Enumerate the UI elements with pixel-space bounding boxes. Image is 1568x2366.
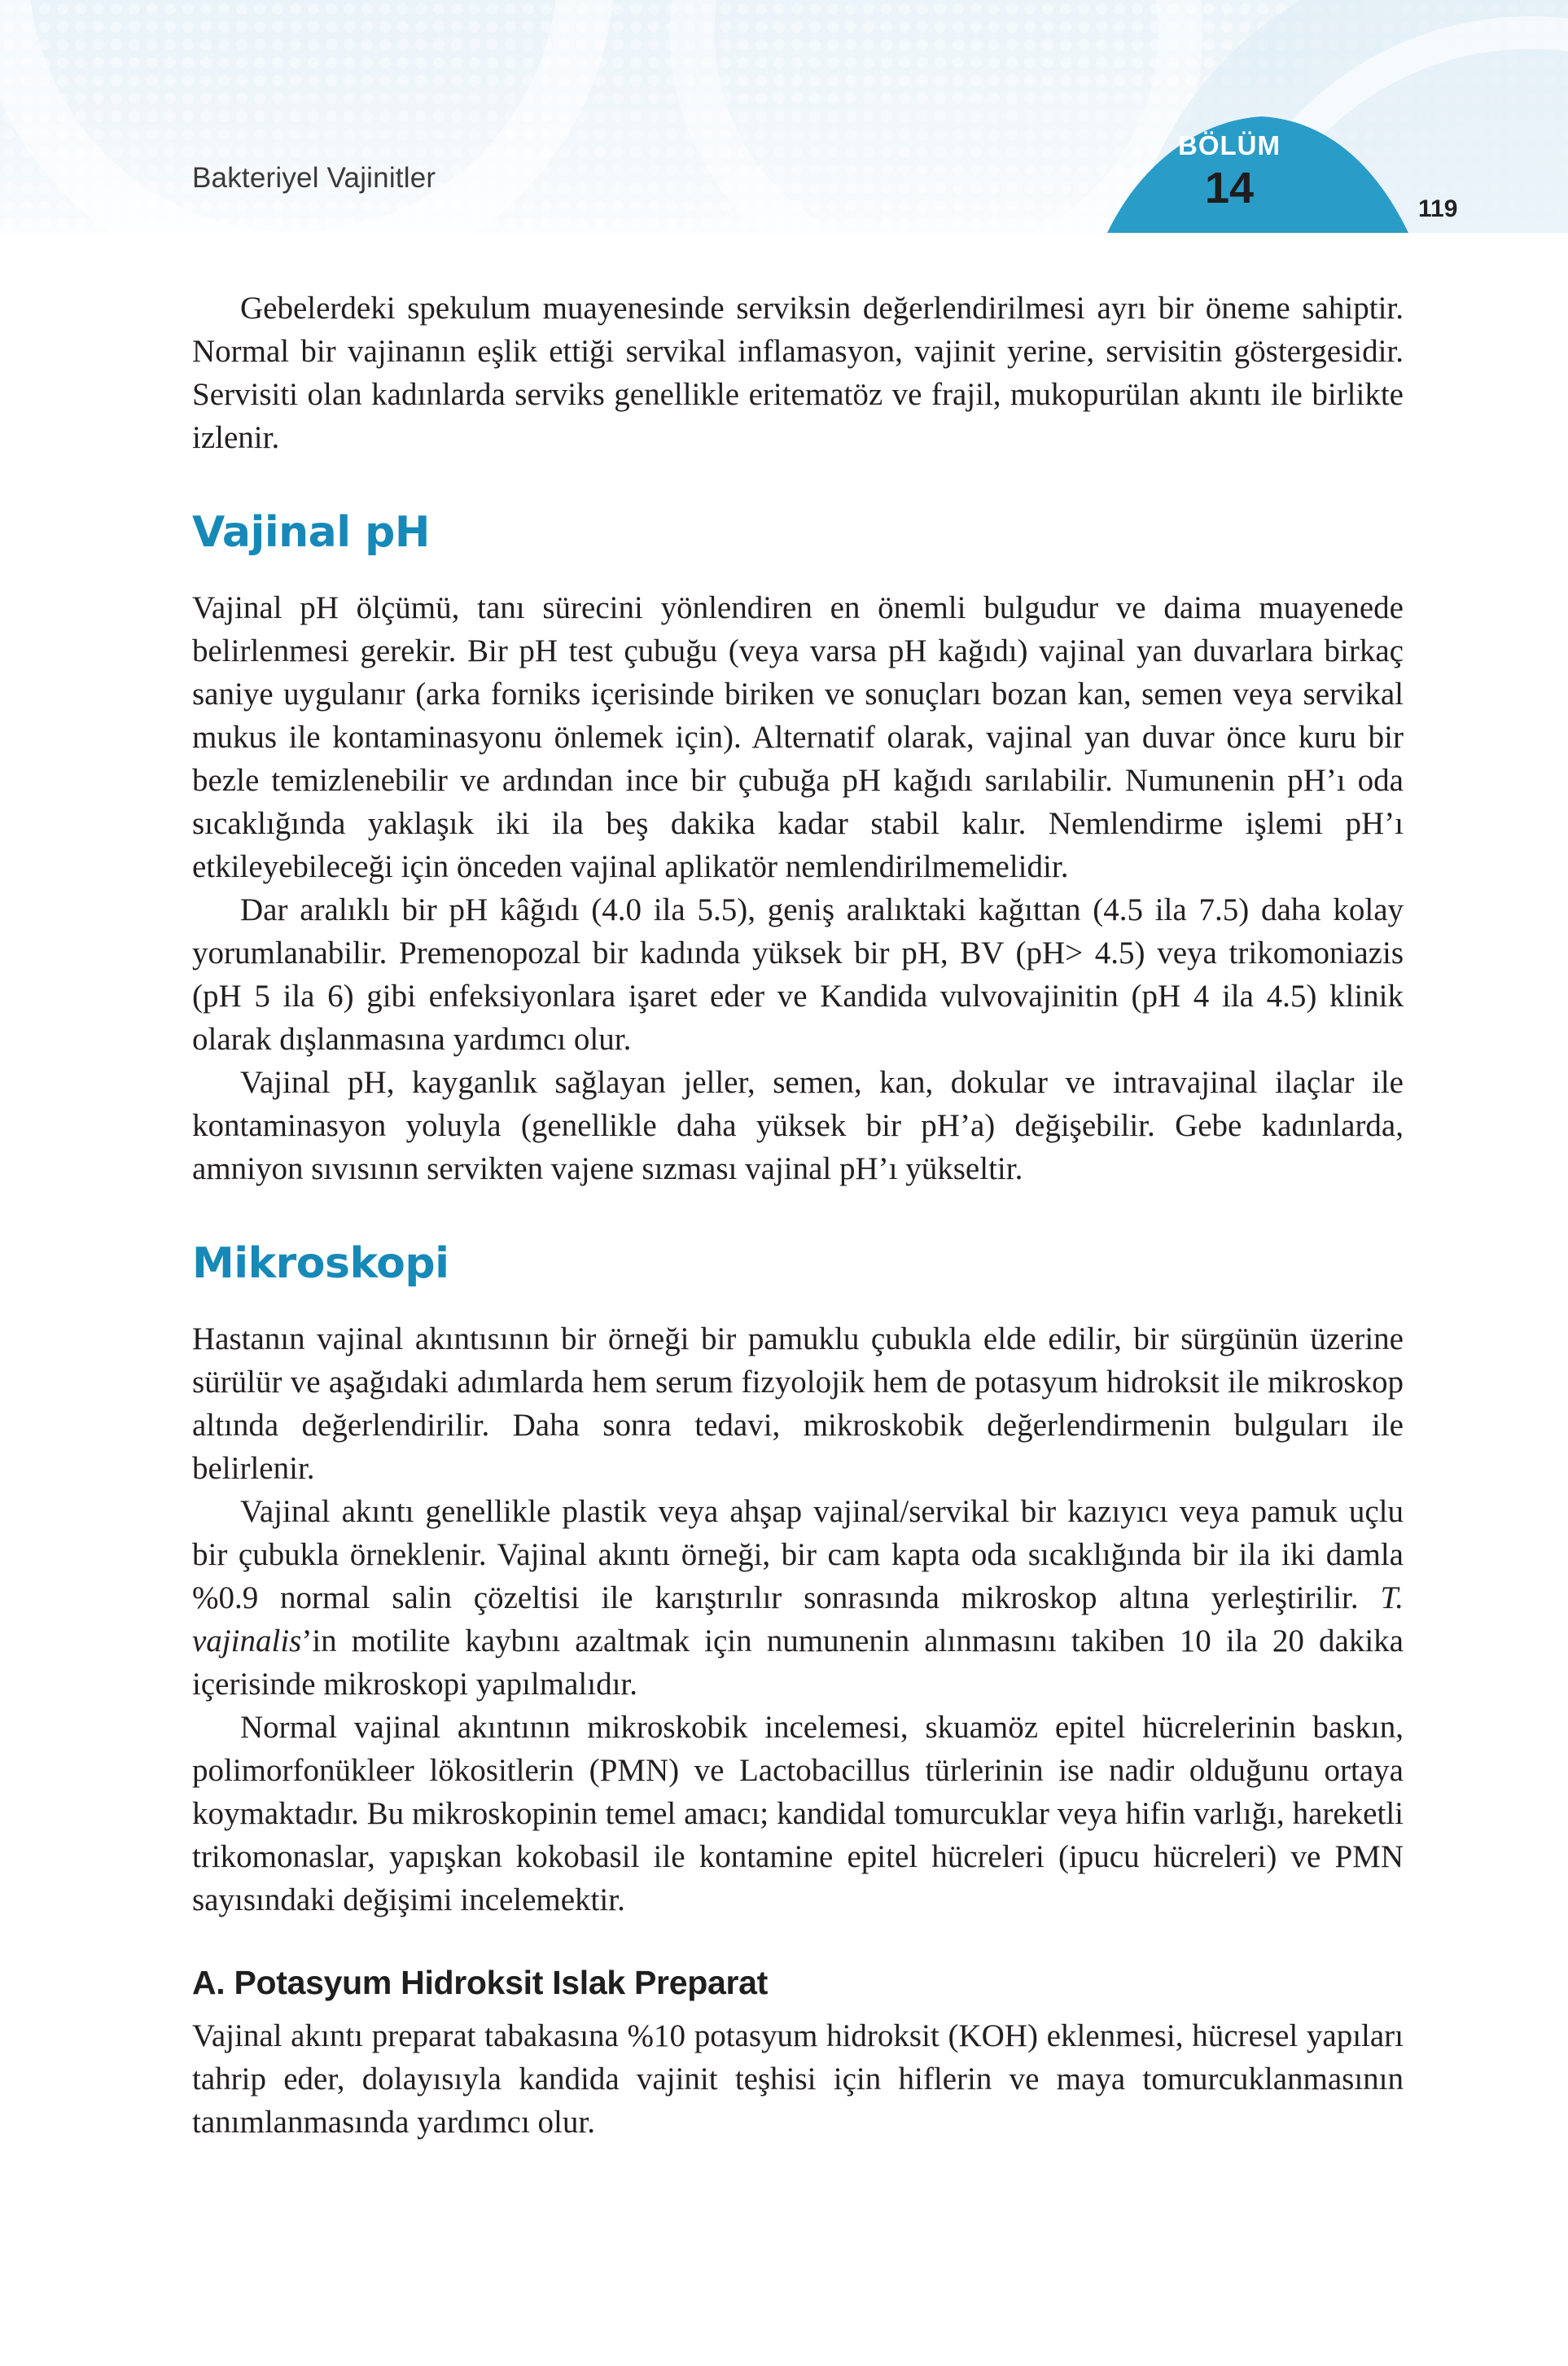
species-name: T. vajinalis xyxy=(192,1580,1404,1658)
page-number: 119 xyxy=(1418,195,1458,222)
ph-paragraph-2: Dar aralıklı bir pH kâğıdı (4.0 ila 5.5), geniş aralıktaki kağıttan (4.5 ila 7.5) daha kolay yorumlanabilir. Premenopozal bir kadında yüksek bir pH, BV (pH> 4.5) veya trikomoniazis (pH 5 ila 6) gibi enfeksiyonlara işaret eder ve Kandida vulvovajinitin (pH 4 ila 4.5) klinik olarak dışlanmasına yardımcı olur. xyxy=(192,892,1404,1057)
page-content xyxy=(192,287,1404,2144)
ph-paragraph-3: Vajinal pH, kayganlık sağlayan jeller, semen, kan, dokular ve intravajinal ilaçlar ile kontaminasyon yoluyla (genellikle daha yüksek bir pH’a) değişebilir. Gebe kadınlarda, amniyon sıvısının servikten vajene sızması vajinal pH’ı yükseltir. xyxy=(192,1065,1404,1186)
chapter-label: BÖLÜM xyxy=(1178,130,1281,160)
running-title: Bakteriyel Vajinitler xyxy=(192,162,436,194)
sample-text-before: Vajinal akıntı genellikle plastik veya ahşap vajinal/servikal bir kazıyıcı veya pamuk uçlu bir çubukla örneklenir. Vajinal akıntı örneği, bir cam kapta oda sıcaklığında bir ila iki damla %0.9 normal salin çözeltisi ile karıştırılır sonrasında mikroskop altına yerleştirilir. xyxy=(192,1494,1404,1615)
sample-text-after: ’in motilite kaybını azaltmak için numunenin alınmasını takiben 10 ila 20 dakika içerisinde mikroskopi yapılmalıdır. xyxy=(192,1623,1404,1702)
microscopy-paragraph-1: Hastanın vajinal akıntısının bir örneği bir pamuklu çubukla elde edilir, bir sürgünün üzerine sürülür ve aşağıdaki adımlarda hem serum fizyolojik hem de potasyum hidroksit ile mikroskop altında değerlendirilir. Daha sonra tedavi, mikroskobik değerlendirmenin bulguları ile belirlenir. xyxy=(192,1321,1404,1486)
koh-paragraph: Vajinal akıntı preparat tabakasına %10 potasyum hidroksit (KOH) eklenmesi, hücresel yapıları tahrip eder, dolayısıyla kandida vajinit teşhisi için hiflerin ve maya tomurcuklanmasının tanımlanmasında yardımcı olur. xyxy=(192,2018,1404,2140)
chapter-number: 14 xyxy=(1204,164,1255,213)
page-header xyxy=(0,0,1568,233)
microscopy-paragraph-3: Normal vajinal akıntının mikroskobik incelemesi, skuamöz epitel hücrelerinin baskın, polimorfonükleer lökositlerin (PMN) ve Lactobacillus türlerinin ise nadir olduğunu ortaya koymaktadır. Bu mikroskopinin temel amacı; kandidal tomurcuklar veya hifin varlığı, hareketli trikomonaslar, yapışkan kokobasil ile kontamine epitel hücreleri (ipucu hücreleri) ve PMN sayısındaki değişimi incelemektir. xyxy=(192,1710,1404,1917)
intro-paragraph: Gebelerdeki spekulum muayenesinde serviksin değerlendirilmesi ayrı bir öneme sahiptir. Normal bir vajinanın eşlik ettiği servikal inflamasyon, vajinit yerine, servisitin göstergesidir. Servisiti olan kadınlarda serviks genellikle eritematöz ve frajil, mukopurülan akıntı ile birlikte izlenir. xyxy=(192,291,1404,455)
subsection-heading-koh: A. Potasyum Hidroksit Islak Preparat xyxy=(192,1964,768,2001)
section-heading-vajinal-ph: Vajinal pH xyxy=(192,508,430,557)
microscopy-paragraph-2 xyxy=(192,1490,1404,1706)
section-heading-mikroskopi: Mikroskopi xyxy=(192,1239,449,1288)
ph-paragraph-1: Vajinal pH ölçümü, tanı sürecini yönlendiren en önemli bulgudur ve daima muayenede belirlenmesi gerekir. Bir pH test çubuğu (veya varsa pH kağıdı) vajinal yan duvarlara birkaç saniye uygulanır (arka forniks içerisinde biriken ve sonuçları bozan kan, semen veya servikal mukus ile kontaminasyonu önlemek için). Alternatif olarak, vajinal yan duvar önce kuru bir bezle temizlenebilir ve ardından ince bir çubuğa pH kağıdı sarılabilir. Numunenin pH’ı oda sıcaklığında yaklaşık iki ila beş dakika kadar stabil kalır. Nemlendirme işlemi pH’ı etkileyebileceği için önceden vajinal aplikatör nemlendirilmemelidir. xyxy=(192,590,1404,884)
